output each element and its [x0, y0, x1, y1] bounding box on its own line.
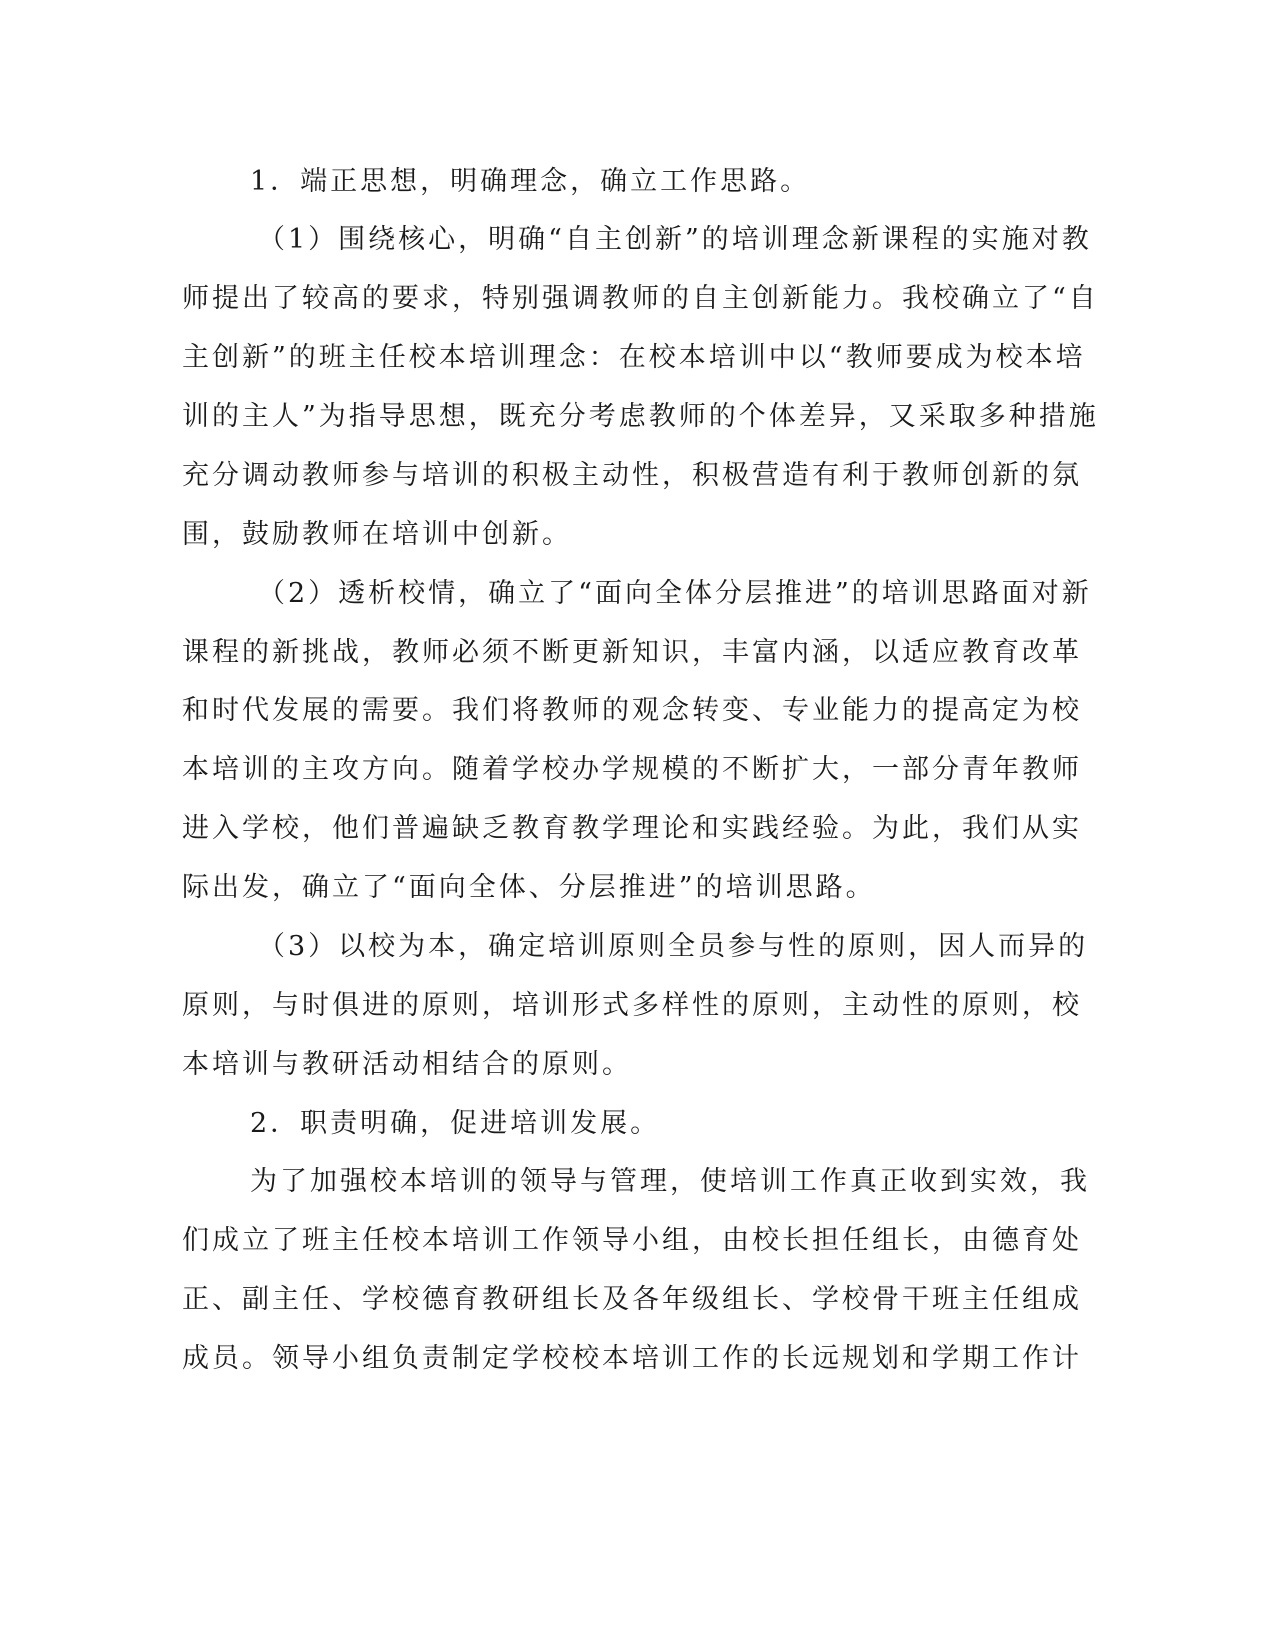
paragraph-line: （2）透析校情，确立了“面向全体分层推进”的培训思路面对新	[258, 578, 1092, 609]
heading-2: 2．职责明确，促进培训发展。	[250, 1108, 661, 1139]
paragraph-line: 师提出了较高的要求，特别强调教师的自主创新能力。我校确立了“自	[182, 283, 1099, 314]
paragraph-line: 进入学校，他们普遍缺乏教育教学理论和实践经验。为此，我们从实	[182, 813, 1082, 844]
paragraph-line: 充分调动教师参与培训的积极主动性，积极营造有利于教师创新的氛	[182, 460, 1082, 491]
paragraph-line: 本培训的主攻方向。随着学校办学规模的不断扩大，一部分青年教师	[182, 754, 1082, 785]
paragraph-line: 训的主人”为指导思想，既充分考虑教师的个体差异，又采取多种措施	[182, 401, 1099, 432]
paragraph-line: 主创新”的班主任校本培训理念：在校本培训中以“教师要成为校本培	[182, 342, 1086, 373]
paragraph-line: 本培训与教研活动相结合的原则。	[182, 1049, 632, 1080]
paragraph-line: 为了加强校本培训的领导与管理，使培训工作真正收到实效，我	[250, 1166, 1090, 1197]
paragraph-line: 正、副主任、学校德育教研组长及各年级组长、学校骨干班主任组成	[182, 1284, 1082, 1315]
paragraph-line: 课程的新挑战，教师必须不断更新知识，丰富内涵，以适应教育改革	[182, 637, 1082, 668]
paragraph-line: 围，鼓励教师在培训中创新。	[182, 519, 572, 550]
paragraph-line: 成员。领导小组负责制定学校校本培训工作的长远规划和学期工作计	[182, 1343, 1082, 1374]
paragraph-line: 和时代发展的需要。我们将教师的观念转变、专业能力的提高定为校	[182, 695, 1082, 726]
paragraph-line: 原则，与时俱进的原则，培训形式多样性的原则，主动性的原则，校	[182, 990, 1082, 1021]
paragraph-line: （3）以校为本，确定培训原则全员参与性的原则，因人而异的	[258, 931, 1089, 962]
heading-1: 1．端正思想，明确理念，确立工作思路。	[250, 166, 811, 197]
paragraph-line: （1）围绕核心，明确“自主创新”的培训理念新课程的实施对教	[258, 224, 1092, 255]
paragraph-line: 们成立了班主任校本培训工作领导小组，由校长担任组长，由德育处	[182, 1225, 1082, 1256]
paragraph-line: 际出发，确立了“面向全体、分层推进”的培训思路。	[182, 872, 876, 903]
